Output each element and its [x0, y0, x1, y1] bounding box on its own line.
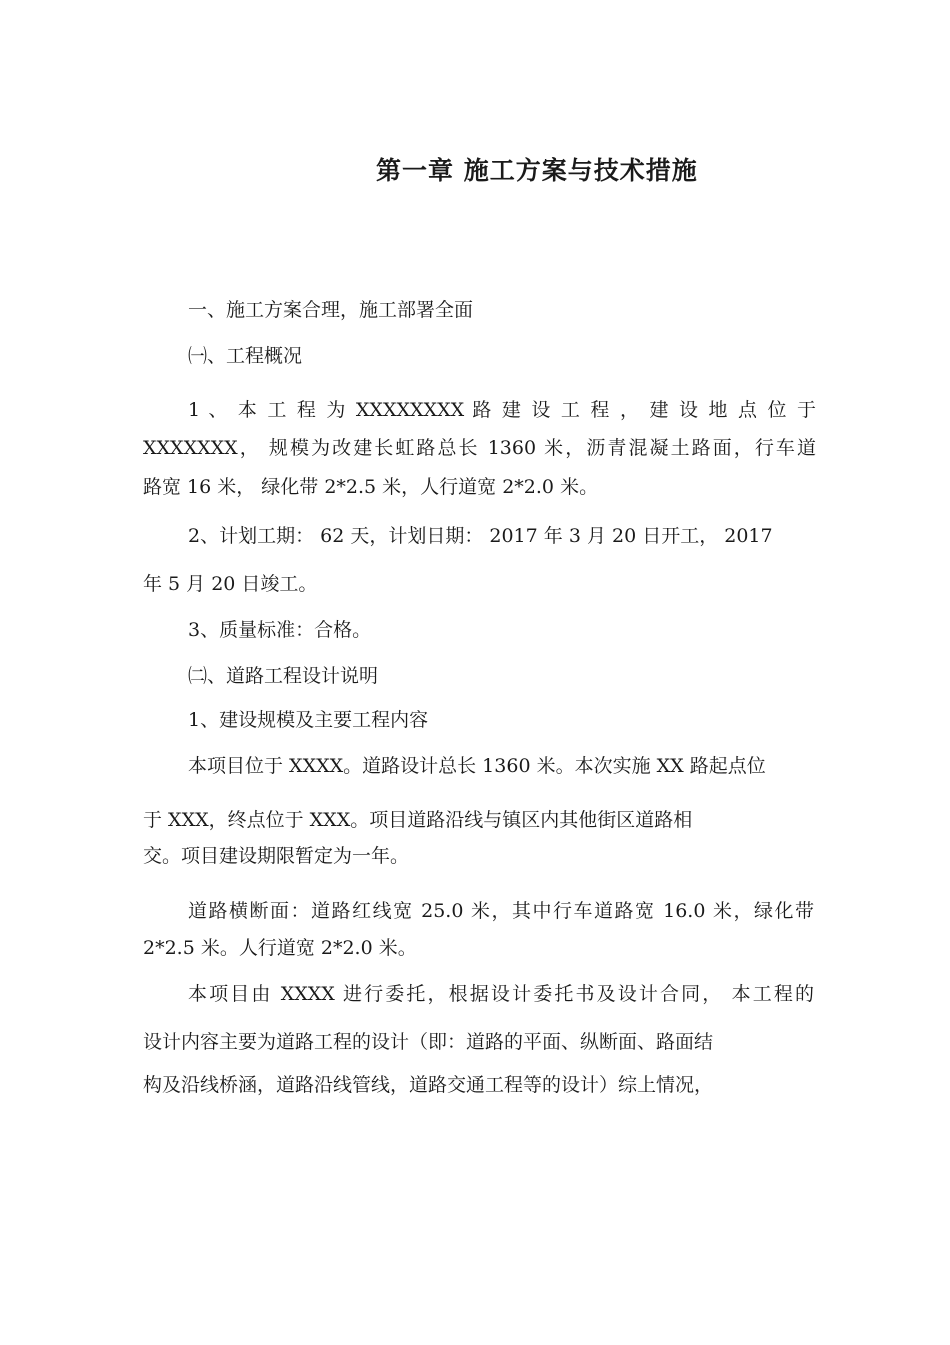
subsection-heading-design: ㈡、道路工程设计说明 [188, 665, 379, 687]
para3-line2: 设计内容主要为道路工程的设计（即：道路的平面、纵断面、路面结 [143, 1031, 714, 1053]
para1-line1: 本项目位于 XXXX。道路设计总长 1360 米。本次实施 XX 路起点位 [188, 755, 766, 777]
item1-line3: 路宽 16 米， 绿化带 2*2.5 米，人行道宽 2*2.0 米。 [143, 476, 599, 498]
para3-line3: 构及沿线桥涵，道路沿线管线，道路交通工程等的设计）综上情况， [143, 1074, 714, 1096]
section-heading: 一、施工方案合理，施工部署全面 [188, 299, 474, 321]
subsection-heading-overview: ㈠、工程概况 [188, 345, 303, 367]
item2-line1: 2、计划工期： 62 天，计划日期： 2017 年 3 月 20 日开工， 2017 [188, 525, 773, 547]
item1-line2: XXXXXXX， 规模为改建长虹路总长 1360 米，沥青混凝土路面，行车道 [143, 437, 816, 459]
item2-line2: 年 5 月 20 日竣工。 [143, 573, 318, 595]
item3-quality: 3、质量标准：合格。 [188, 619, 372, 641]
para1-line3: 交。项目建设期限暂定为一年。 [143, 845, 410, 867]
chapter-title: 第一章 施工方案与技术措施 [376, 156, 698, 185]
item1-line1: 1 、 本 工 程 为 XXXXXXXX 路 建 设 工 程 ， 建 设 地 点 位 于 [188, 399, 816, 421]
design-item1: 1、建设规模及主要工程内容 [188, 709, 429, 731]
para2-line1: 道路横断面：道路红线宽 25.0 米，其中行车道路宽 16.0 米，绿化带 [188, 900, 814, 922]
para1-line2: 于 XXX，终点位于 XXX。项目道路沿线与镇区内其他街区道路相 [143, 809, 693, 831]
para3-line1: 本项目由 XXXX 进行委托，根据设计委托书及设计合同， 本工程的 [188, 983, 814, 1005]
para2-line2: 2*2.5 米。人行道宽 2*2.0 米。 [143, 937, 417, 959]
